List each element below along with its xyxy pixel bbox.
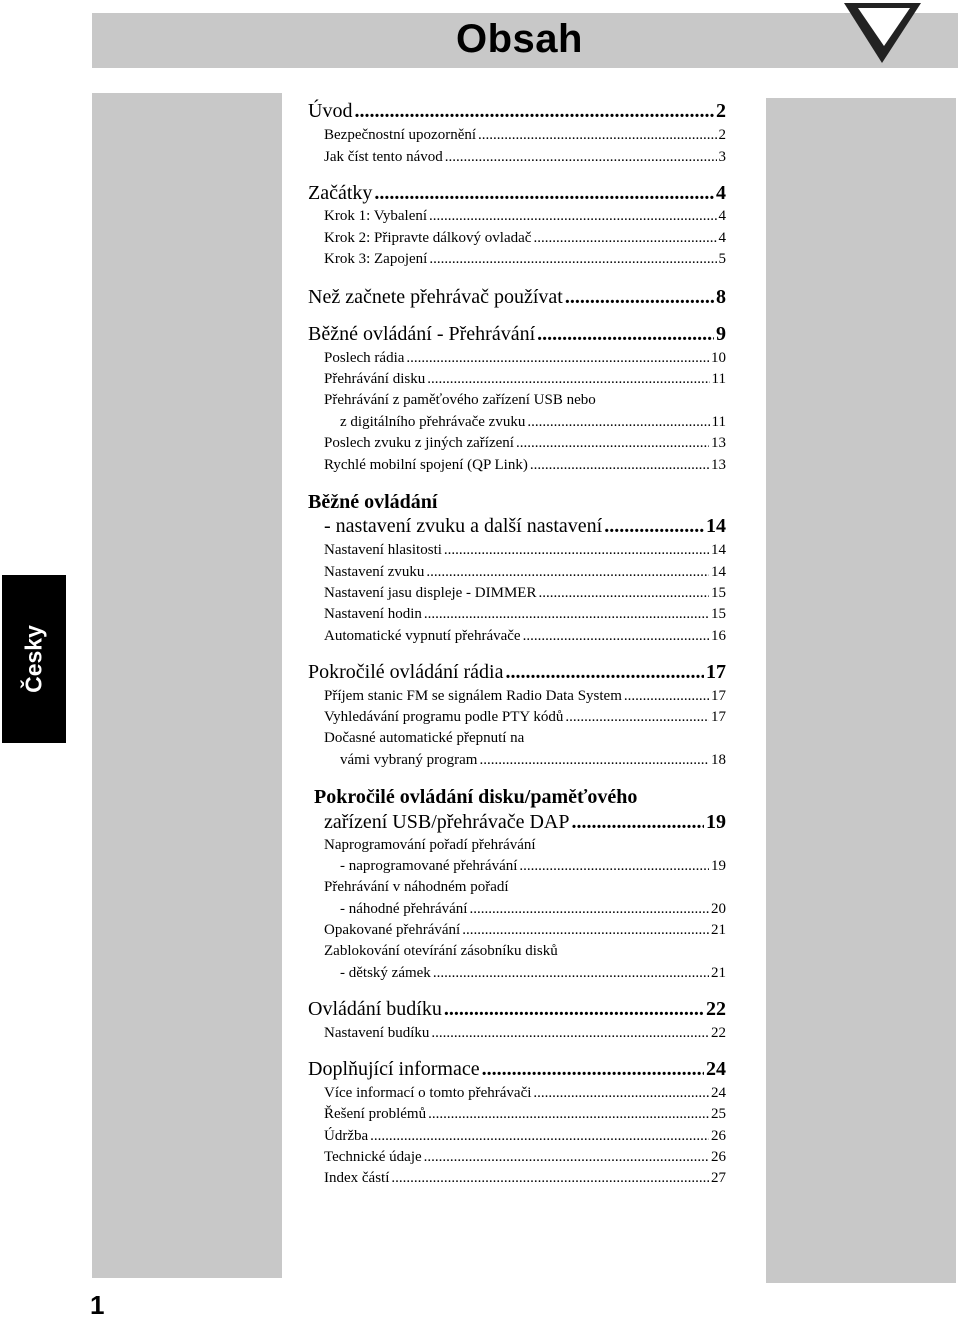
toc-entry[interactable]: Vyhledávání programu podle PTY kódů ..... 17 bbox=[324, 707, 726, 727]
toc-entry[interactable]: Jak číst tento návod ..... 3 bbox=[324, 147, 726, 167]
toc-section-uvod[interactable]: Úvod ..... 2 bbox=[308, 98, 726, 124]
toc-section-bezne-prehravani[interactable]: Běžné ovládání - Přehrávání ..... 9 bbox=[308, 321, 726, 347]
toc-entry[interactable]: Řešení problémů ..... 25 bbox=[324, 1104, 726, 1124]
language-tab-label: Česky bbox=[20, 625, 47, 693]
left-gray-column bbox=[92, 93, 282, 1278]
toc-entry[interactable]: Krok 2: Připravte dálkový ovladač ..... 4 bbox=[324, 228, 726, 248]
toc-entry[interactable]: Poslech zvuku z jiných zařízení ..... 13 bbox=[324, 433, 726, 453]
toc-section-radio[interactable]: Pokročilé ovládání rádia ..... 17 bbox=[308, 659, 726, 685]
toc-entry-line: Zablokování otevírání zásobníku disků bbox=[324, 943, 558, 959]
toc-entry[interactable]: Údržba ..... 26 bbox=[324, 1126, 726, 1146]
toc-entry-line: Přehrávání v náhodném pořadí bbox=[324, 879, 509, 895]
toc-entry[interactable]: Technické údaje ..... 26 bbox=[324, 1147, 726, 1167]
toc-section-nez-zacnete[interactable]: Než začnete přehrávač používat ..... 8 bbox=[308, 284, 726, 310]
toc-entry[interactable]: Nastavení zvuku ..... 14 bbox=[324, 562, 726, 582]
toc-section-nastaveni[interactable]: - nastavení zvuku a další nastavení ..... 14 bbox=[324, 513, 726, 539]
toc-entry[interactable]: Rychlé mobilní spojení (QP Link) ..... 13 bbox=[324, 455, 726, 475]
toc-entry[interactable]: Příjem stanic FM se signálem Radio Data System ..... 17 bbox=[324, 686, 726, 706]
toc-entry[interactable]: - naprogramované přehrávání ..... 19 bbox=[340, 856, 726, 876]
toc-entry[interactable]: Přehrávání disku ..... 11 bbox=[324, 369, 726, 389]
toc-entry[interactable]: Nastavení hlasitosti ..... 14 bbox=[324, 540, 726, 560]
toc-entry[interactable]: Krok 3: Zapojení ..... 5 bbox=[324, 249, 726, 269]
toc-entry[interactable]: Nastavení hodin ..... 15 bbox=[324, 604, 726, 624]
toc-entry-line: Dočasné automatické přepnutí na bbox=[324, 730, 525, 746]
toc-entry[interactable]: z digitálního přehrávače zvuku ..... 11 bbox=[340, 412, 726, 432]
right-gray-column bbox=[766, 98, 956, 1283]
toc-entry[interactable]: Nastavení jasu displeje - DIMMER ..... 15 bbox=[324, 583, 726, 603]
toc-entry[interactable]: vámi vybraný program ..... 18 bbox=[340, 750, 726, 770]
toc-entry-line: Přehrávání z paměťového zařízení USB nebo bbox=[324, 392, 596, 408]
toc-entry-line: Naprogramování pořadí přehrávání bbox=[324, 837, 536, 853]
toc-entry[interactable]: Index částí ..... 27 bbox=[324, 1168, 726, 1188]
toc-entry[interactable]: Bezpečnostní upozornění ..... 2 bbox=[324, 125, 726, 145]
toc-section-disk-usb[interactable]: zařízení USB/přehrávače DAP ..... 19 bbox=[324, 809, 726, 835]
corner-triangle-icon bbox=[844, 0, 924, 66]
toc-section-line: Běžné ovládání bbox=[308, 491, 438, 513]
page-title: Obsah bbox=[456, 17, 583, 61]
toc-entry[interactable]: Poslech rádia ..... 10 bbox=[324, 348, 726, 368]
toc-section-doplnujici[interactable]: Doplňující informace ..... 24 bbox=[308, 1056, 726, 1082]
toc-section-budik[interactable]: Ovládání budíku ..... 22 bbox=[308, 996, 726, 1022]
toc-entry[interactable]: Automatické vypnutí přehrávače ..... 16 bbox=[324, 626, 726, 646]
toc-entry[interactable]: Opakované přehrávání ..... 21 bbox=[324, 920, 726, 940]
page-number: 1 bbox=[90, 1290, 105, 1320]
toc-entry[interactable]: - dětský zámek ..... 21 bbox=[340, 963, 726, 983]
toc-entry[interactable]: Krok 1: Vybalení ..... 4 bbox=[324, 206, 726, 226]
toc-entry[interactable]: Více informací o tomto přehrávači ..... 24 bbox=[324, 1083, 726, 1103]
toc-section-line: Pokročilé ovládání disku/paměťového bbox=[314, 786, 638, 808]
toc-section-zacatky[interactable]: Začátky ..... 4 bbox=[308, 180, 726, 206]
toc-entry[interactable]: - náhodné přehrávání ..... 20 bbox=[340, 899, 726, 919]
toc-entry[interactable]: Nastavení budíku ..... 22 bbox=[324, 1023, 726, 1043]
